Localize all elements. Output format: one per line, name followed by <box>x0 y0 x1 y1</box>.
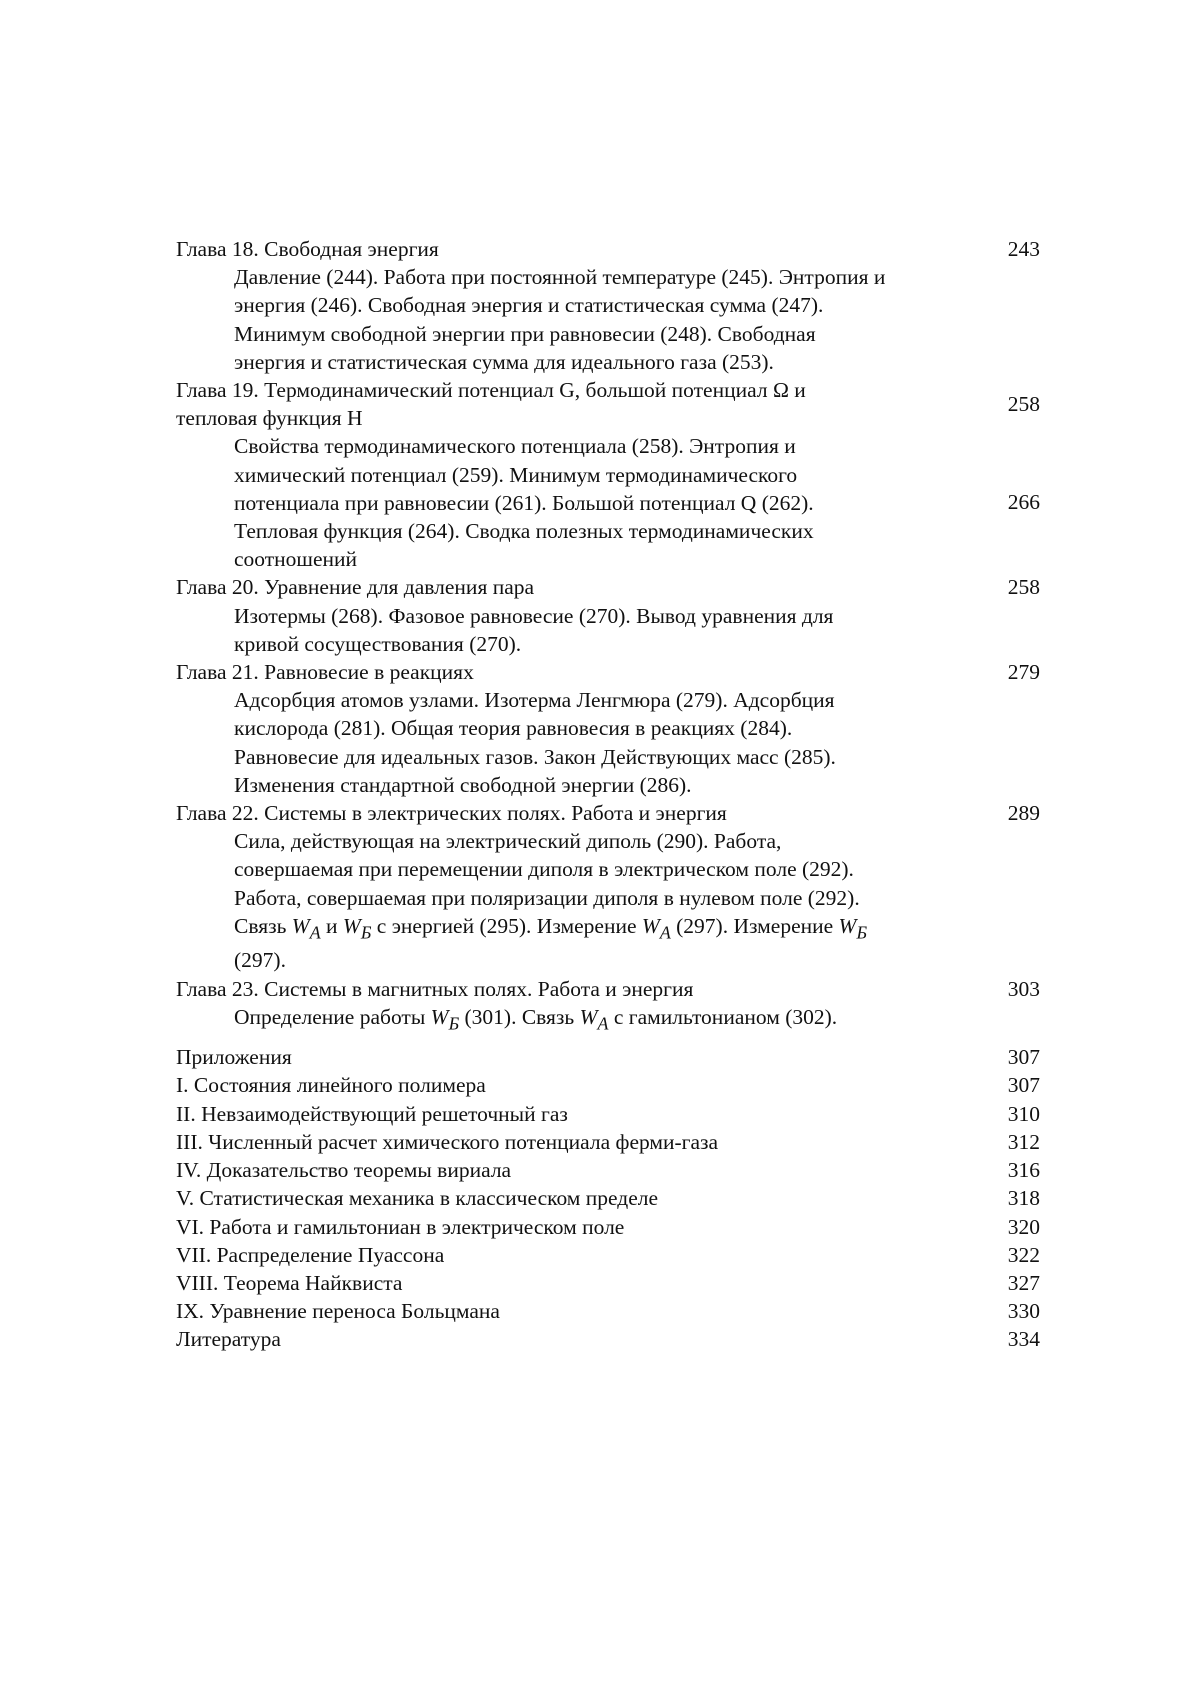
appendix-entry: IX. Уравнение переноса Больцмана 330 <box>176 1297 1040 1325</box>
chapter-20-sections <box>176 602 976 658</box>
section-line: потенциала при равновесии (261). Большой потенциал Q (262). <box>234 490 814 515</box>
appendix-entry: I. Состояния линейного полимера 307 <box>176 1071 1040 1099</box>
section-line: Определение работы $W_Б$ (301). Связь $W_А$ с гамильтонианом (302). <box>234 1004 838 1034</box>
section-line: химический потенциал (259). Минимум термодинамического <box>234 462 798 487</box>
chapter-title-continued: тепловая функция H <box>176 406 363 431</box>
chapter-23-entry <box>176 975 1040 1003</box>
section-line: кислорода (281). Общая теория равновесия в реакциях (284). <box>234 716 793 741</box>
chapter-21-entry <box>176 658 1040 686</box>
appendix-entry: VIII. Теорема Найквиста 327 <box>176 1269 1040 1297</box>
chapter-18-sections <box>176 263 976 376</box>
page-number: 310 <box>1007 1101 1040 1126</box>
chapter-21-sections <box>176 686 976 799</box>
chapter-18-entry <box>176 235 1040 263</box>
chapter-20-entry <box>176 573 1040 601</box>
page-number: 334 <box>1007 1327 1040 1352</box>
section-line: энергия (246). Свободная энергия и статистическая сумма (247). <box>234 293 824 318</box>
chapter-23-sections <box>176 1003 976 1038</box>
page-number: 307 <box>1007 1073 1040 1098</box>
page-number: 316 <box>1007 1158 1040 1183</box>
section-line: Свойства термодинамического потенциала (258). Энтропия и <box>234 434 796 459</box>
page-number: 327 <box>1007 1270 1040 1295</box>
section-line: энергия и статистическая сумма для идеального газа (253). <box>234 349 774 374</box>
section-line: Сила, действующая на электрический диполь (290). Работа, <box>234 829 782 854</box>
page-number: 266 <box>1007 490 1040 515</box>
chapter-title: Глава 23. Системы в магнитных полях. Работа и энергия <box>176 976 694 1001</box>
chapter-19-entry <box>176 376 1040 432</box>
chapter-title: Глава 19. Термодинамический потенциал G, большой потенциал Ω и <box>176 378 806 403</box>
section-line: Минимум свободной энергии при равновесии (248). Свободная <box>234 321 816 346</box>
chapter-title: Глава 22. Системы в электрических полях. Работа и энергия <box>176 801 727 826</box>
bibliography-entry: Литература 334 <box>176 1325 1040 1353</box>
section-line: Работа, совершаемая при поляризации диполя в нулевом поле (292). <box>234 885 860 910</box>
section-line: Тепловая функция (264). Сводка полезных термодинамических <box>234 519 814 544</box>
page-number: 258 <box>1007 575 1040 600</box>
page-number: 289 <box>1007 801 1040 826</box>
page-number: 303 <box>1007 976 1040 1001</box>
chapter-title: Глава 18. Свободная энергия <box>176 237 439 261</box>
chapter-22-entry <box>176 799 1040 827</box>
appendix-entry: V. Статистическая механика в классическом пределе 318 <box>176 1184 1040 1212</box>
page-number: 320 <box>1007 1214 1040 1239</box>
appendix-entry: II. Невзаимодействующий решеточный газ 310 <box>176 1100 1040 1128</box>
section-line: Связь $W_А$ и $W_Б$ с энергией (295). Измерение $W_А$ (297). Измерение $W_Б$ <box>234 913 868 943</box>
page-number: 279 <box>1007 660 1040 685</box>
page-number: 318 <box>1007 1186 1040 1211</box>
chapter-19-sections <box>176 432 1040 573</box>
section-line: совершаемая при перемещении диполя в электрическом поле (292). <box>234 857 854 882</box>
section-line: соотношений <box>234 547 358 572</box>
appendix-entry: VII. Распределение Пуассона 322 <box>176 1241 1040 1269</box>
section-line: Адсорбция атомов узлами. Изотерма Ленгмюра (279). Адсорбция <box>234 688 835 713</box>
page-number: 243 <box>1007 237 1040 261</box>
page-number: 330 <box>1007 1299 1040 1324</box>
appendix-entry: Приложения 307 <box>176 1043 1040 1071</box>
chapter-22-sections <box>176 827 976 974</box>
page-number: 312 <box>1007 1129 1040 1154</box>
section-line: Равновесие для идеальных газов. Закон Действующих масс (285). <box>234 744 836 769</box>
appendix-entry: VI. Работа и гамильтониан в электрическом поле 320 <box>176 1213 1040 1241</box>
table-of-contents <box>176 235 1040 1354</box>
page-number: 322 <box>1007 1242 1040 1267</box>
page-number: 307 <box>1007 1045 1040 1070</box>
section-line: Давление (244). Работа при постоянной температуре (245). Энтропия и <box>234 265 886 290</box>
chapter-title: Глава 20. Уравнение для давления пара <box>176 575 535 600</box>
section-line: кривой сосуществования (270). <box>234 631 522 656</box>
page-number: 258 <box>1007 392 1040 417</box>
section-line: Изменения стандартной свободной энергии (286). <box>234 772 692 797</box>
appendix-entry: III. Численный расчет химического потенциала ферми-газа 312 <box>176 1128 1040 1156</box>
section-line: (297). <box>234 948 286 973</box>
section-line: Изотермы (268). Фазовое равновесие (270). Вывод уравнения для <box>234 603 834 628</box>
appendix-entry: IV. Доказательство теоремы вириала 316 <box>176 1156 1040 1184</box>
chapter-title: Глава 21. Равновесие в реакциях <box>176 660 474 685</box>
